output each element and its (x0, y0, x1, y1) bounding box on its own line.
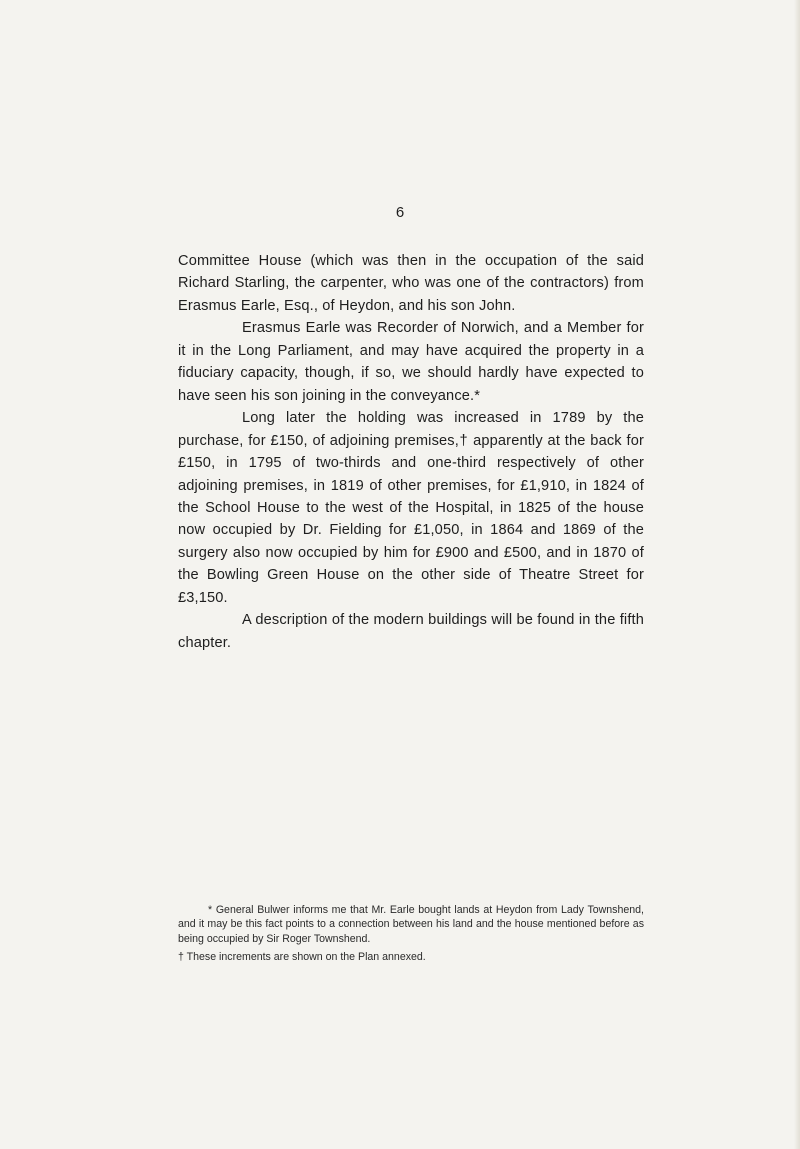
footnote-dagger: † These increments are shown on the Plan annexed. (178, 950, 426, 963)
paragraph-1: Committee House (which was then in the occupation of the said Richard Starling, the carpenter, who was one of the contractors) from Erasmus Earle, Esq., of Heydon, and his son John. (178, 253, 644, 314)
footnote-asterisk: * General Bulwer informs me that Mr. Earle bought lands at Heydon from Lady Townshend, and it may be this fact points to a connection between his land and the house mentioned before as being occupied by Sir Roger Townshend. (178, 904, 644, 945)
footnotes (178, 903, 644, 964)
body-text (178, 250, 644, 654)
page-edge-shadow (794, 0, 800, 1149)
paragraph-3: Long later the holding was increased in 1789 by the purchase, for £150, of adjoining premises,† apparently at the back for £150, in 1795 of two-thirds and one-third respectively of other adjoining premises, in 1819 of other premises, for £1,910, in 1824 of the School House to the west of the Hospital, in 1825 of the house now occupied by Dr. Fielding for £1,050, in 1864 and 1869 of the surgery also now occupied by him for £900 and £500, and in 1870 of the Bowling Green House on the other side of Theatre Street for £3,150. (178, 410, 644, 606)
paragraph-4: A description of the modern buildings will be found in the fifth chapter. (178, 612, 644, 651)
paragraph-2: Erasmus Earle was Recorder of Norwich, and a Member for it in the Long Parliament, and may have acquired the property in a fiduciary capacity, though, if so, we should hardly have expected to have seen his son joining in the conveyance.* (178, 320, 644, 404)
page-number: 6 (395, 204, 405, 221)
